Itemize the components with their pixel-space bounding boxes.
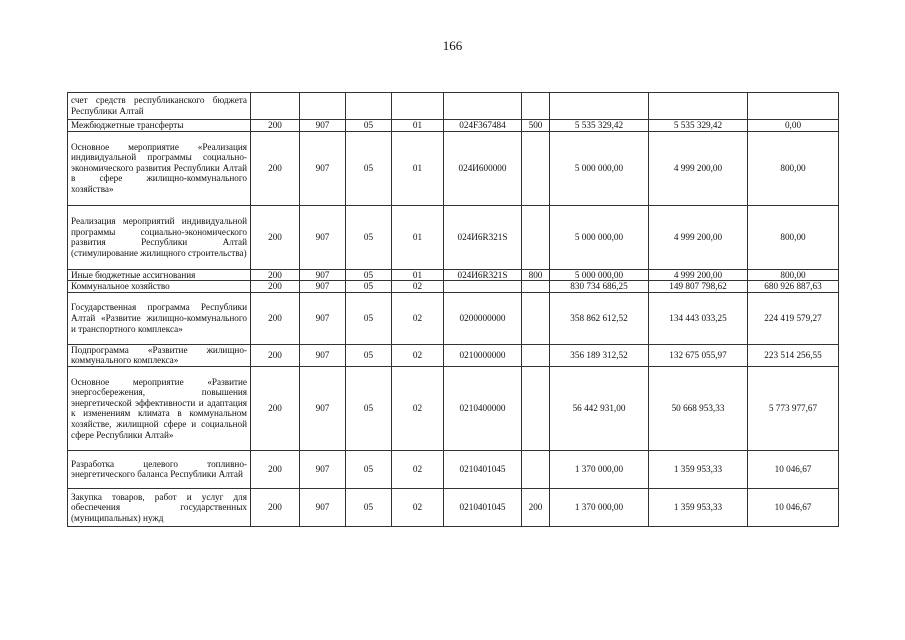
section-code: 05 [346,488,392,526]
remaining-amount: 224 419 579,27 [748,292,839,344]
remaining-amount: 800,00 [748,131,839,205]
expense-type-code [522,292,550,344]
executed-amount: 1 359 953,33 [649,488,748,526]
section-code: 05 [346,120,392,132]
code-column-1: 200 [251,131,300,205]
ministry-code: 907 [300,488,346,526]
target-article-code: 024F367484 [444,120,522,132]
table-row [68,366,839,450]
executed-amount: 1 359 953,33 [649,450,748,488]
planned-amount: 5 000 000,00 [550,269,649,281]
code-column-1: 200 [251,344,300,366]
planned-amount: 5 535 329,42 [550,120,649,132]
table-row [68,281,839,293]
ministry-code: 907 [300,269,346,281]
ministry-code: 907 [300,205,346,269]
subsection-code: 02 [392,488,444,526]
ministry-code: 907 [300,131,346,205]
budget-item-name: Иные бюджетные ассигнования [68,269,251,281]
table-row [68,450,839,488]
table-row [68,120,839,132]
page-number: 166 [442,38,463,53]
table-row [68,93,839,120]
target-article-code: 024И6R321S [444,205,522,269]
section-code [346,93,392,120]
table-row [68,269,839,281]
target-article-code: 024И600000 [444,131,522,205]
table-row [68,292,839,344]
executed-amount [649,93,748,120]
expense-type-code [522,131,550,205]
planned-amount: 5 000 000,00 [550,131,649,205]
target-article-code: 0210000000 [444,344,522,366]
planned-amount [550,93,649,120]
subsection-code: 02 [392,366,444,450]
ministry-code: 907 [300,366,346,450]
remaining-amount: 800,00 [748,269,839,281]
planned-amount: 1 370 000,00 [550,450,649,488]
remaining-amount: 680 926 887,63 [748,281,839,293]
code-column-1: 200 [251,450,300,488]
section-code: 05 [346,281,392,293]
executed-amount: 4 999 200,00 [649,131,748,205]
section-code: 05 [346,292,392,344]
code-column-1: 200 [251,292,300,344]
ministry-code: 907 [300,292,346,344]
subsection-code: 01 [392,205,444,269]
remaining-amount: 800,00 [748,205,839,269]
executed-amount: 132 675 055,97 [649,344,748,366]
expense-type-code [522,344,550,366]
budget-item-name: Основное мероприятие «Реализация индивидуальной программы социально-экономического развития Республики Алтай в сфере жилищно-коммунального хозяйства» [68,131,251,205]
executed-amount: 149 807 798,62 [649,281,748,293]
code-column-1: 200 [251,120,300,132]
planned-amount: 5 000 000,00 [550,205,649,269]
executed-amount: 5 535 329,42 [649,120,748,132]
ministry-code [300,93,346,120]
planned-amount: 56 442 931,00 [550,366,649,450]
code-column-1: 200 [251,366,300,450]
remaining-amount [748,93,839,120]
subsection-code: 02 [392,344,444,366]
expense-type-code [522,281,550,293]
section-code: 05 [346,269,392,281]
table-row [68,205,839,269]
target-article-code [444,281,522,293]
expense-type-code [522,205,550,269]
budget-item-name: Межбюджетные трансферты [68,120,251,132]
table-row [68,344,839,366]
section-code: 05 [346,450,392,488]
section-code: 05 [346,344,392,366]
budget-item-name: Коммунальное хозяйство [68,281,251,293]
expense-type-code [522,366,550,450]
subsection-code: 01 [392,120,444,132]
expense-type-code [522,93,550,120]
remaining-amount: 223 514 256,55 [748,344,839,366]
budget-item-name: Разработка целевого топливно-энергетического баланса Республики Алтай [68,450,251,488]
ministry-code: 907 [300,450,346,488]
subsection-code: 02 [392,292,444,344]
section-code: 05 [346,131,392,205]
table-row [68,131,839,205]
planned-amount: 830 734 686,25 [550,281,649,293]
subsection-code: 01 [392,269,444,281]
target-article-code: 0210401045 [444,488,522,526]
planned-amount: 356 189 312,52 [550,344,649,366]
code-column-1: 200 [251,488,300,526]
budget-item-name: Реализация мероприятий индивидуальной программы социально-экономического развития Республики Алтай (стимулирование жилищного строительства) [68,205,251,269]
budget-item-name: Закупка товаров, работ и услуг для обеспечения государственных (муниципальных) нужд [68,488,251,526]
ministry-code: 907 [300,281,346,293]
target-article-code: 0210400000 [444,366,522,450]
planned-amount: 1 370 000,00 [550,488,649,526]
table-row [68,488,839,526]
ministry-code: 907 [300,344,346,366]
expense-type-code: 200 [522,488,550,526]
subsection-code: 02 [392,281,444,293]
planned-amount: 358 862 612,52 [550,292,649,344]
subsection-code: 01 [392,131,444,205]
target-article-code [444,93,522,120]
code-column-1: 200 [251,281,300,293]
subsection-code [392,93,444,120]
budget-item-name: Государственная программа Республики Алтай «Развитие жилищно-коммунального и транспортного комплекса» [68,292,251,344]
target-article-code: 0210401045 [444,450,522,488]
executed-amount: 4 999 200,00 [649,205,748,269]
remaining-amount: 0,00 [748,120,839,132]
expense-type-code [522,450,550,488]
budget-item-name: Подпрограмма «Развитие жилищно-коммунального комплекса» [68,344,251,366]
subsection-code: 02 [392,450,444,488]
remaining-amount: 10 046,67 [748,488,839,526]
executed-amount: 50 668 953,33 [649,366,748,450]
section-code: 05 [346,366,392,450]
budget-table [67,92,839,527]
remaining-amount: 10 046,67 [748,450,839,488]
code-column-1: 200 [251,205,300,269]
target-article-code: 024И6R321S [444,269,522,281]
ministry-code: 907 [300,120,346,132]
budget-item-name: счет средств республиканского бюджета Республики Алтай [68,93,251,120]
target-article-code: 0200000000 [444,292,522,344]
section-code: 05 [346,205,392,269]
code-column-1 [251,93,300,120]
executed-amount: 134 443 033,25 [649,292,748,344]
expense-type-code: 500 [522,120,550,132]
executed-amount: 4 999 200,00 [649,269,748,281]
code-column-1: 200 [251,269,300,281]
remaining-amount: 5 773 977,67 [748,366,839,450]
expense-type-code: 800 [522,269,550,281]
budget-item-name: Основное мероприятие «Развитие энергосбережения, повышения энергетической эффективности и адаптация к изменениям климата в коммунальном хозяйстве, жилищной сфере и социальной сфере Республики Алтай» [68,366,251,450]
